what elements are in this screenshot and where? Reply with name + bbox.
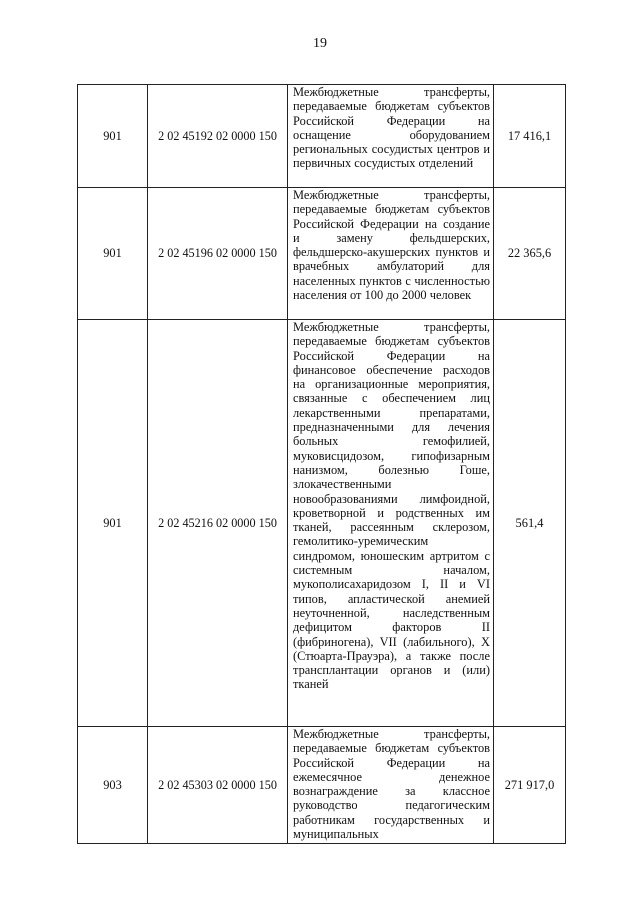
table-row bbox=[78, 188, 566, 320]
amount-cell: 271 917,0 bbox=[494, 727, 566, 844]
description-cell bbox=[288, 320, 494, 727]
admin-code-cell: 901 bbox=[78, 320, 148, 727]
amount-cell: 22 365,6 bbox=[494, 188, 566, 320]
description-text: Межбюджетные трансферты, передаваемые бюджетам субъектов Российской Федерации на ежемесячное денежное вознаграждение за классное руководство педагогическим работникам государственных и муниципальных bbox=[293, 727, 490, 842]
description-cell bbox=[288, 85, 494, 188]
description-cell bbox=[288, 188, 494, 320]
description-text: Межбюджетные трансферты, передаваемые бюджетам субъектов Российской Федерации на создание и замену фельдшерских, фельдшерско-акушерских пунктов и врачебных амбулаторий для населенных пунктов с численностью населения от 100 до 2000 человек bbox=[293, 188, 490, 303]
budget-code-cell: 2 02 45216 02 0000 150 bbox=[148, 320, 288, 727]
page-number: 19 bbox=[313, 36, 327, 51]
description-cell bbox=[288, 727, 494, 844]
description-text: Межбюджетные трансферты, передаваемые бюджетам субъектов Российской Федерации на оснащение оборудованием региональных сосудистых центров и первичных сосудистых отделений bbox=[293, 85, 490, 171]
revenue-table bbox=[77, 84, 566, 844]
admin-code-cell: 901 bbox=[78, 85, 148, 188]
admin-code-cell: 901 bbox=[78, 188, 148, 320]
amount-cell: 561,4 bbox=[494, 320, 566, 727]
table-row bbox=[78, 320, 566, 727]
admin-code-cell: 903 bbox=[78, 727, 148, 844]
table-row bbox=[78, 727, 566, 844]
amount-cell: 17 416,1 bbox=[494, 85, 566, 188]
budget-code-cell: 2 02 45192 02 0000 150 bbox=[148, 85, 288, 188]
table-row bbox=[78, 85, 566, 188]
budget-code-cell: 2 02 45303 02 0000 150 bbox=[148, 727, 288, 844]
budget-code-cell: 2 02 45196 02 0000 150 bbox=[148, 188, 288, 320]
description-text: Межбюджетные трансферты, передаваемые бюджетам субъектов Российской Федерации на финансовое обеспечение расходов на организационные мероприятия, связанные с обеспечением лиц лекарственными препаратами, предназначенными для лечения больных гемофилией, муковисцидозом, гипофизарным нанизмом, болезнью Гоше, злокачественными новообразованиями лимфоидной, кроветворной и родственных им тканей, рассеянным склерозом, гемолитико-уремическим синдромом, юношеским артритом с системным началом, мукополисахаридозом I, II и VI типов, апластической анемией неуточненной, наследственным дефицитом факторов II (фибриногена), VII (лабильного), X (Стюарта-Прауэра), а также после трансплантации органов и (или) тканей bbox=[293, 320, 490, 692]
